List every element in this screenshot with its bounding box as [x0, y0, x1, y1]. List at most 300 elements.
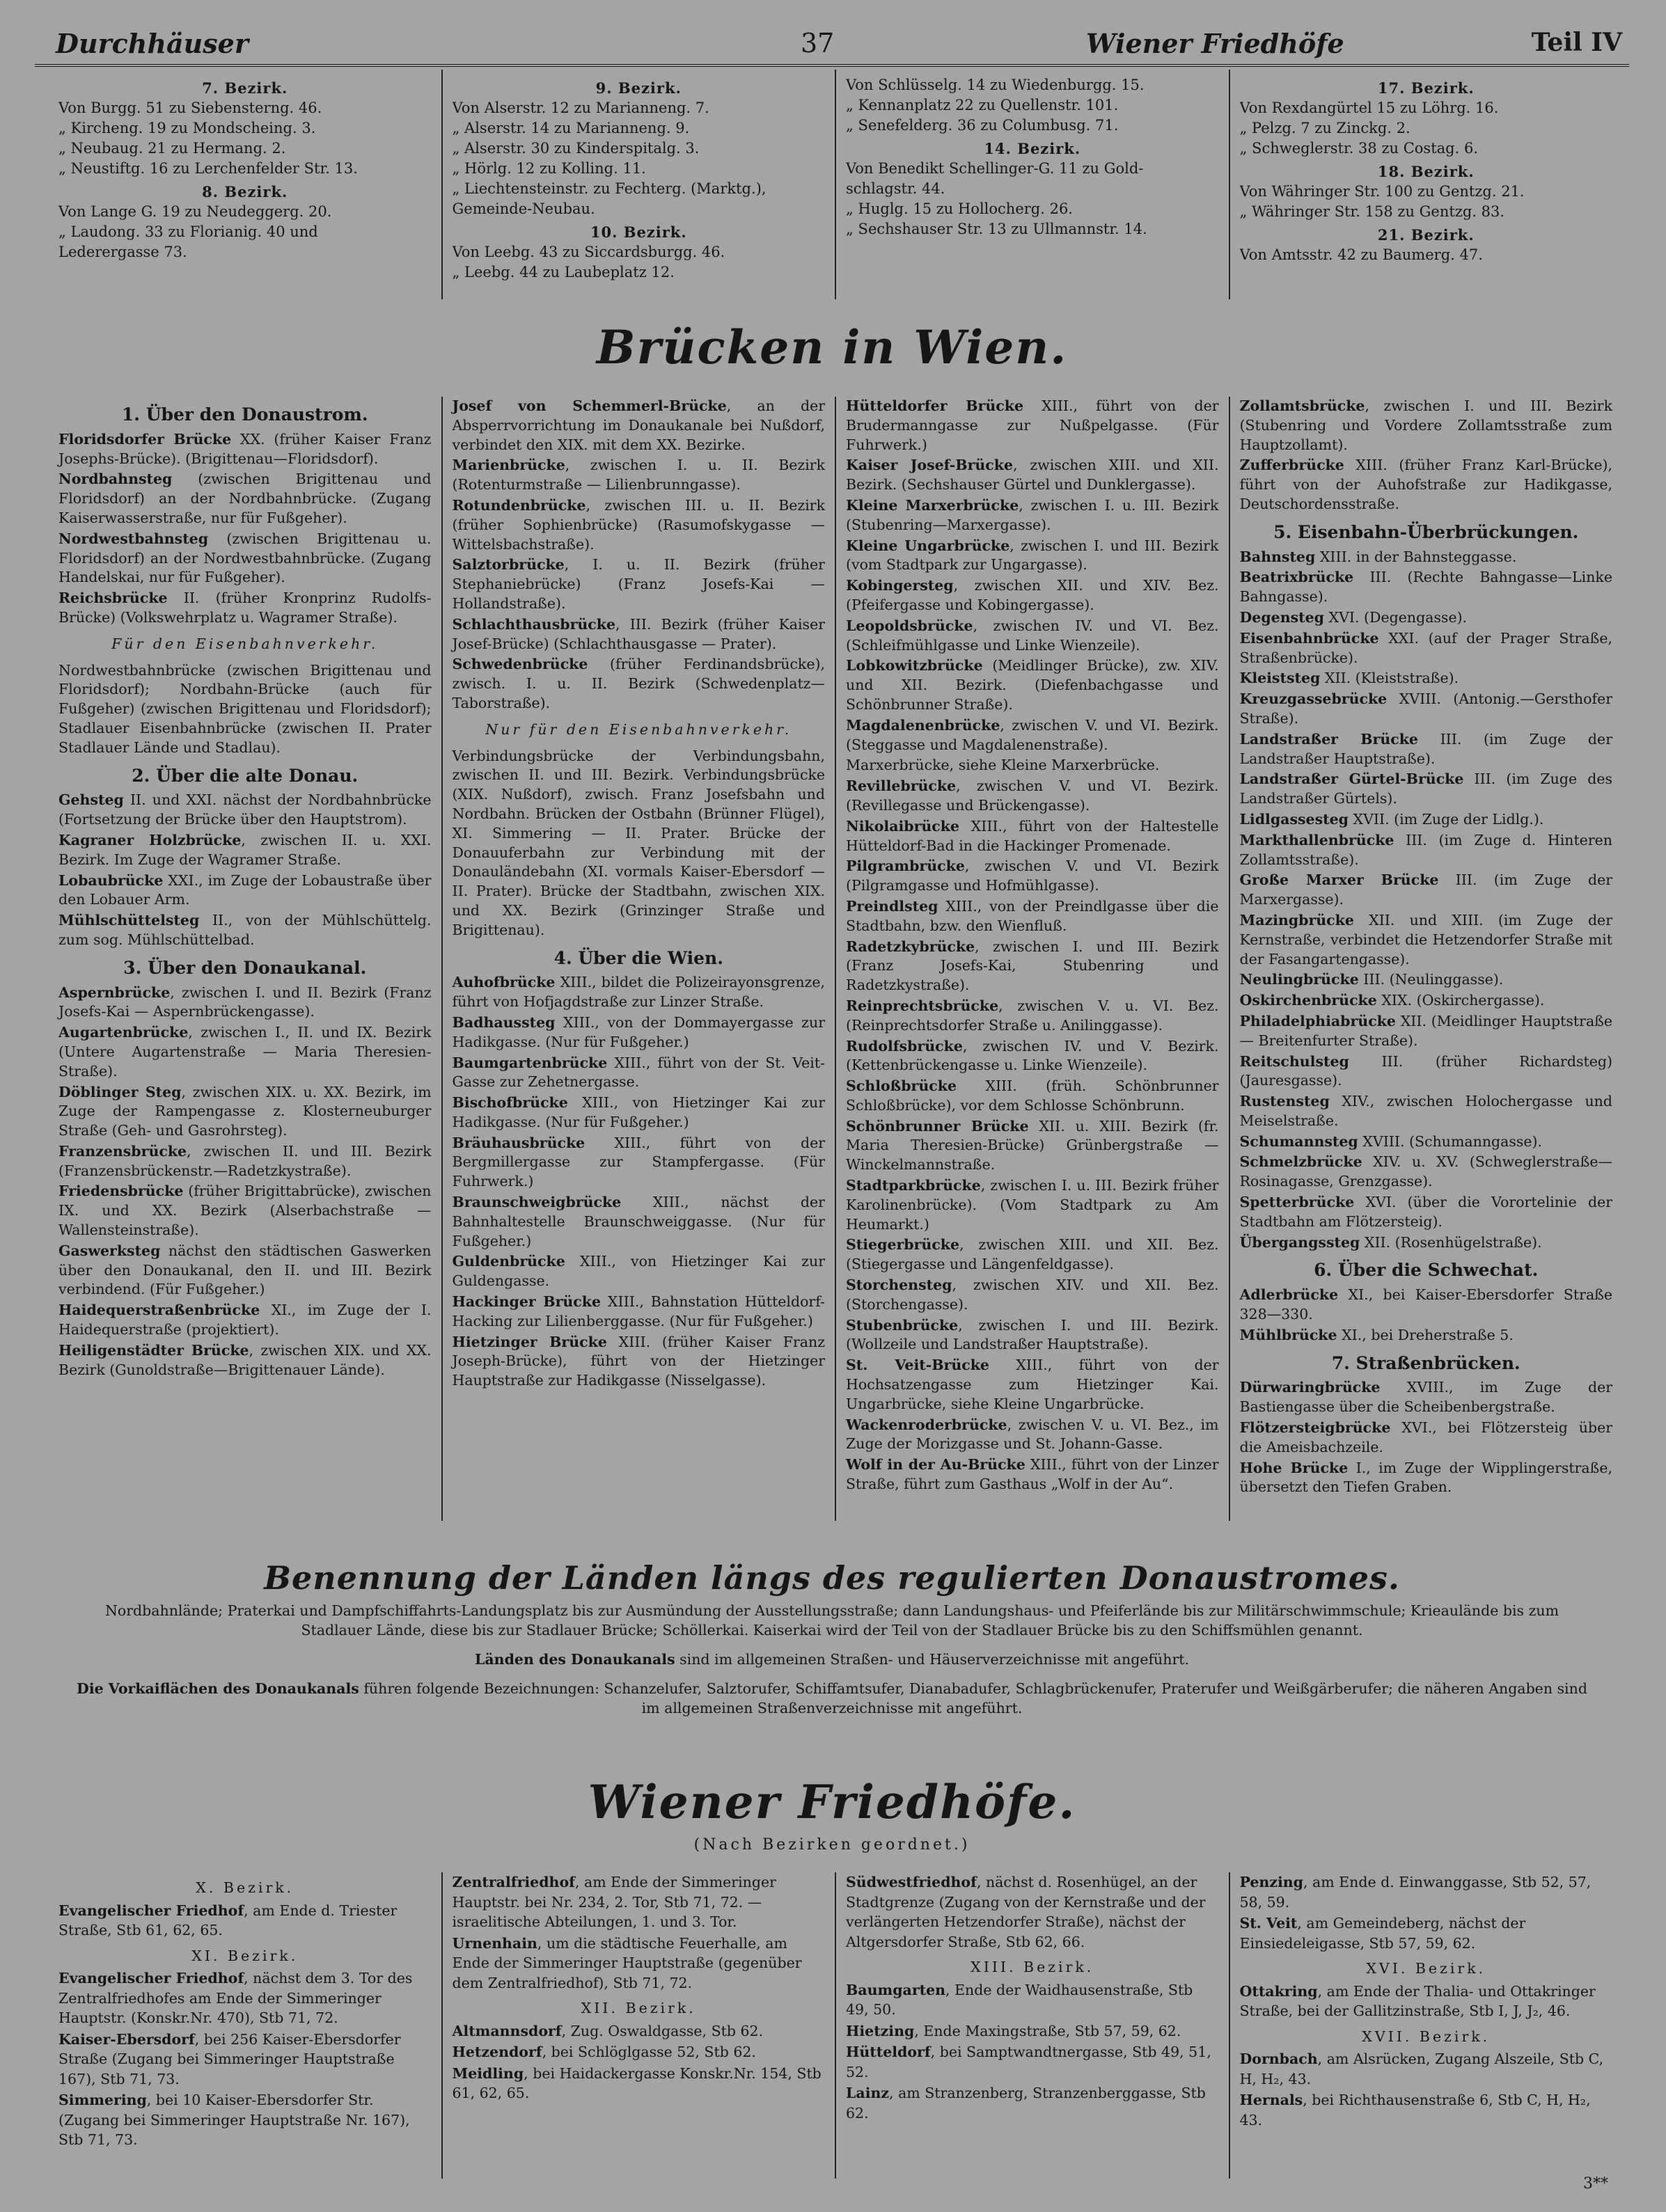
listing-entry [453, 973, 826, 1012]
listing-entry [1240, 1153, 1613, 1192]
listing-entry [453, 655, 826, 713]
listing-entry [1240, 1982, 1613, 2021]
entry-text: II. und XXI. nächst der Nordbahnbrücke (Fortsetzung der Brücke über den Hauptstrom). [58, 791, 432, 828]
listing-entry [58, 2030, 432, 2089]
entry-name: Kaiser-Ebersdorf [58, 2030, 195, 2048]
entry-text: XVIII. (Antonig.—Gersthofer Straße). [1239, 690, 1612, 727]
entry-name: Schönbrunner Brücke [846, 1117, 1029, 1135]
entry-text: XXI., im Zuge der Lobaustraße über den Lobauer Arm. [58, 871, 432, 908]
entry-name: Reitschulsteg [1239, 1052, 1349, 1070]
entry-name: Flötzersteigbrücke [1239, 1419, 1391, 1437]
entry-text: (Meidlinger Brücke), zw. XIV. und XII. Bezirk. (Diefenbachgasse und Schönbrunner Straße). [846, 657, 1219, 713]
entry-text: XI., bei Dreherstraße 5. [1337, 1326, 1514, 1343]
listing-entry [846, 777, 1219, 816]
listing-entry [453, 1054, 826, 1093]
entry-text: , zwischen II. u. XXI. Bezirk. Im Zuge der Wagramer Straße. [58, 831, 432, 868]
entry-text: , zwischen XIX. und XX. Bezirk (Gunoldstraße—Brigittenauer Lände). [58, 1341, 432, 1378]
listing-entry [1240, 397, 1613, 455]
listing-entry [453, 496, 826, 554]
district-heading: 14. Bezirk. [984, 140, 1081, 157]
laenden-donaukanal-text: sind im allgemeinen Straßen- und Häuserverzeichnisse mit angeführt. [675, 1651, 1190, 1668]
entry-text: , zwischen XIII. und XII. Bez. (Stiegergasse und Längenfeldgasse). [846, 1236, 1219, 1273]
listing-entry [1240, 1132, 1613, 1152]
district-column [443, 70, 837, 299]
entry-text: Verbindungsbrücke der Verbindungsbahn, zwischen II. und III. Bezirk. Verbindungsbrücke (XIX. Nußdorf), zwisch. Franz Josefsbahn und Nordbahn. Brücken der Ostbahn (Brünner Flügel), XI. Simmering — II. Prater. Brücke der Donauuferbahn zur Verbindung mit der Donauländebahn (XI. vormals Kaiser-Ebersdorf — II. Prater). Brücke der Stadtbahn, zwischen XIX. und XX. Bezirk (Grinzinger Straße und Brigittenau). [452, 747, 825, 938]
entry-name: Bischofbrücke [452, 1094, 568, 1112]
entry-text: , bei Samptwandtnergasse, Stb 49, 51, 52. [846, 2044, 1211, 2080]
entry-text: , zwischen I. und II. Bezirk (Franz Josefs-Kai — Aspernbrückengasse). [58, 983, 432, 1020]
entry-text: , zwischen I. und III. Bezirk (Stubenring und Vordere Zollamtsstraße zum Hauptzollamt). [1239, 397, 1612, 453]
entry-name: Philadelphiabrücke [1239, 1012, 1396, 1029]
entry-text: III. (im Zuge der Marxergasse). [1239, 871, 1613, 908]
entry-text: (früher Brigittabrücke), zwischen IX. und XX. Bezirk (Alserbachstraße — Wallensteinstraße). [58, 1183, 432, 1239]
entry-text: XIII., führt von der Linzer Straße, führt zum Gasthaus „Wolf in der Au“. [846, 1456, 1219, 1493]
entry-name: Hohe Brücke [1239, 1459, 1349, 1476]
laenden-vorkai-text: führen folgende Bezeichnungen: Schanzelufer, Salztorufer, Schiffamtsufer, Dianabadufer, Schlagbrückenufer, Praterufer und Weißgärberufer; die näheren Angaben sind im allgemeinen Straßenverzeichnisse mit angeführt. [359, 1680, 1587, 1716]
entry-name: Badhaussteg [452, 1013, 556, 1031]
entry-text: , III. Bezirk (früher Kaiser Josef-Brücke) (Schlachthausgasse — Prater). [452, 615, 825, 652]
entry-text: , am Ende der Thalia- und Ottakringer Straße, bei der Gallitzinstraße, Stb I, J, J₂, 46. [1239, 1982, 1596, 2019]
entry-name: Rustensteg [1239, 1093, 1330, 1110]
listing-entry [1240, 1193, 1613, 1232]
listing-entry [846, 1356, 1219, 1414]
listing-entry [1240, 690, 1613, 729]
entry-name: Auhofbrücke [452, 974, 556, 991]
entry-name: Meidling [452, 2064, 524, 2082]
listing-entry [1240, 2090, 1613, 2130]
text-column [836, 397, 1230, 1521]
listing-entry [453, 2064, 826, 2103]
entry-name: Bahnsteg [1239, 548, 1316, 565]
listing-entry [846, 1455, 1219, 1494]
listing-entry [1240, 1378, 1613, 1417]
listing-entry [846, 1416, 1219, 1455]
listing-entry [846, 537, 1219, 576]
listing-entry [58, 430, 432, 469]
listing-entry [58, 1182, 432, 1240]
entry-name: Leopoldsbrücke [846, 617, 973, 634]
section-heading: 6. Über die Schwechat. [1314, 1260, 1539, 1281]
entry-text: , zwischen V. und VI. Bezirk (Pilgramgasse und Hofmühlgasse). [846, 858, 1219, 894]
entry-name: Urnenhain [452, 1934, 537, 1952]
entry-name: Schwedenbrücke [452, 656, 588, 673]
listing-entry [453, 615, 826, 654]
entry-name: Evangelischer Friedhof [58, 1902, 244, 1919]
entry-text: , bei 10 Kaiser-Ebersdorfer Str. (Zugang bei Simmeringer Hauptstraße Nr. 167), Stb 71, 73. [58, 2092, 410, 2148]
entry-name: Josef von Schemmerl-Brücke [452, 397, 727, 414]
passage-line: „ Laudong. 33 zu Florianig. 40 und [58, 223, 318, 240]
entry-text: III. (im Zuge der Landstraßer Hauptstraße). [1239, 730, 1612, 767]
section-heading: 5. Eisenbahn-Überbrückungen. [1273, 521, 1579, 542]
listing-entry [1240, 1872, 1613, 1912]
entry-text: , am Ende der Simmeringer Hauptstr. bei Nr. 234, 2. Tor, Stb 71, 72. — israelitische Abteilungen, 1. und 3. Tor. [452, 1874, 776, 1930]
passage-line: „ Währinger Str. 158 zu Gentzg. 83. [1239, 203, 1505, 220]
entry-name: Radetzkybrücke [846, 938, 975, 955]
passage-line: Lederergasse 73. [58, 244, 187, 260]
entry-name: Haidequerstraßenbrücke [58, 1302, 260, 1319]
entry-name: Ottakring [1239, 1982, 1318, 2000]
entry-text: , zwischen I. und III. Bezirk (vom Stadtpark zur Ungargasse). [846, 537, 1219, 574]
entry-name: Kobingersteg [846, 577, 954, 594]
listing-entry [846, 617, 1219, 656]
listing-entry [453, 1934, 826, 1993]
section-heading: 4. Über die Wien. [553, 947, 723, 968]
entry-name: Baumgartenbrücke [452, 1054, 608, 1071]
listing-entry [453, 1134, 826, 1192]
entry-text: XX. (früher Kaiser Franz Josephs-Brücke). (Brigittenau—Floridsdorf). [58, 430, 432, 467]
entry-text: XII. (Kleiststraße). [1320, 670, 1459, 687]
district-column [1230, 70, 1623, 299]
entry-name: Zufferbrücke [1239, 457, 1344, 474]
entry-text: , zwischen XIII. und XII. Bezirk. (Sechshauser Gürtel und Dunklergasse). [846, 457, 1219, 493]
district-heading: X. Bezirk. [196, 1879, 294, 1896]
passage-line: Von Rexdangürtel 15 zu Löhrg. 16. [1239, 100, 1499, 116]
bruecken-columns [49, 397, 1622, 1521]
entry-name: Reichsbrücke [58, 590, 168, 607]
entry-text: , nächst d. Rosenhügel, an der Stadtgrenze (Zugang von der Kernstraße und der verlängerten Hetzendorfer Straße), nächst der Altgersdorfer Straße, Stb 62, 66. [846, 1874, 1206, 1950]
district-heading: 10. Bezirk. [590, 223, 687, 241]
entry-text: III. (im Zuge d. Hinteren Zollamtsstraße). [1239, 831, 1612, 868]
text-column [49, 397, 443, 1521]
listing-entry [1240, 608, 1613, 628]
passage-line: „ Schweglerstr. 38 zu Costag. 6. [1239, 140, 1478, 157]
entry-name: Franzensbrücke [58, 1142, 187, 1160]
entry-name: Lobaubrücke [58, 871, 164, 889]
entry-name: Aspernbrücke [58, 983, 171, 1001]
laenden-vorkai [77, 1679, 1587, 1718]
page-number: 37 [801, 28, 835, 58]
entry-name: Gaswerksteg [58, 1242, 161, 1259]
listing-entry [846, 656, 1219, 714]
entry-text: XIII. (früher Kaiser Franz Joseph-Brücke), führt von der Hietzinger Hauptstraße zur Hadikgasse (Nisselgasse). [452, 1333, 825, 1389]
listing-entry [846, 397, 1219, 455]
listing-entry [1240, 669, 1613, 688]
entry-name: Preindlsteg [846, 897, 938, 915]
listing-entry [453, 397, 826, 455]
entry-name: Mühlbrücke [1239, 1326, 1337, 1343]
friedhoefe-title: Wiener Friedhöfe. [588, 1775, 1076, 1829]
entry-text: , am Gemeindeberg, nächst der Einsiedeleigasse, Stb 57, 59, 62. [1239, 1915, 1526, 1952]
district-heading: XVII. Bezirk. [1362, 2028, 1491, 2045]
entry-name: Braunschweigbrücke [452, 1194, 622, 1211]
entry-text: , bei 256 Kaiser-Ebersdorfer Straße (Zugang bei Simmeringer Hauptstraße 167), Stb 71, 73. [58, 2030, 401, 2087]
passage-line: schlagstr. 44. [846, 180, 945, 197]
listing-entry [846, 716, 1219, 755]
entry-name: Oskirchenbrücke [1239, 992, 1377, 1009]
entry-name: Zentralfriedhof [452, 1874, 575, 1890]
entry-text: III. (Neulinggasse). [1358, 971, 1504, 988]
district-heading: 8. Bezirk. [202, 183, 288, 200]
district-heading: XVI. Bezirk. [1366, 1960, 1486, 1977]
district-passages-table [49, 70, 1622, 299]
entry-text: XVIII. (Schumanngasse). [1358, 1132, 1543, 1150]
entry-text: XVII. (im Zuge der Lidlg.). [1348, 810, 1544, 828]
entry-name: Storchensteg [846, 1277, 952, 1294]
entry-text: III. (früher Richardsteg) (Jauresgasse). [1239, 1052, 1612, 1089]
entry-text: XIII., führt von der Bergmillergasse zur Stampfergasse. (Für Fuhrwerk.) [452, 1134, 825, 1190]
entry-name: Wolf in der Au-Brücke [846, 1456, 1025, 1474]
entry-name: Hetzendorf [452, 2044, 542, 2060]
entry-text: , zwischen XIX. u. XX. Bezirk, im Zuge der Rampengasse z. Klosterneuburger Straße (Geh- und Gasrohrsteg). [58, 1083, 432, 1139]
entry-name: Schmelzbrücke [1239, 1153, 1362, 1171]
entry-name: Hütteldorfer Brücke [846, 397, 1023, 414]
entry-name: Zollamtsbrücke [1239, 397, 1365, 414]
entry-name: Dornbach [1239, 2051, 1318, 2067]
section-note: Nur für den Eisenbahnverkehr. [485, 720, 792, 738]
entry-text: , nächst dem 3. Tor des Zentralfriedhofes am Ende der Simmeringer Hauptstr. (Konskr.Nr. 470), Stb 71, 72. [58, 1970, 413, 2026]
passage-line: Von Amtsstr. 42 zu Baumerg. 47. [1239, 246, 1483, 263]
entry-text: Marxerbrücke, siehe Kleine Marxerbrücke. [846, 757, 1160, 774]
listing-entry [846, 756, 1219, 775]
listing-entry [846, 1276, 1219, 1315]
listing-entry [846, 1117, 1219, 1175]
entry-text: XIX. (Oskirchergasse). [1376, 992, 1545, 1009]
entry-text: , zwischen IV. und VI. Bez. (Schleifmühlgasse und Linke Wienzeile). [846, 617, 1219, 654]
entry-name: Hietzing [846, 2022, 915, 2039]
entry-text: , um die städtische Feuerhalle, am Ende der Simmeringer Hauptstraße (gegenüber dem Zentralfriedhof), Stb 71, 72. [452, 1934, 802, 1991]
entry-text: XIII., von Hietzinger Kai zur Guldengasse. [452, 1253, 825, 1290]
district-heading: 18. Bezirk. [1377, 163, 1475, 180]
listing-entry [1240, 1012, 1613, 1051]
entry-text: XIV., zwischen Holochergasse und Meiselstraße. [1239, 1093, 1612, 1129]
header-left-title: Durchhäuser [56, 28, 249, 59]
passage-line: „ Kennanplatz 22 zu Quellenstr. 101. [846, 97, 1119, 113]
entry-name: Magdalenenbrücke [846, 716, 1000, 734]
listing-entry [1240, 456, 1613, 514]
entry-name: Döblinger Steg [58, 1083, 182, 1100]
district-heading: XIII. Bezirk. [970, 1959, 1094, 1975]
part-label: Teil IV [1531, 28, 1622, 57]
listing-entry [58, 1901, 432, 1941]
entry-text: XIII., bildet die Polizeirayonsgrenze, führt von Hofjagdstraße zur Linzer Straße. [452, 974, 825, 1011]
entry-name: Beatrixbrücke [1239, 569, 1354, 586]
passage-line: „ Hörlg. 12 zu Kolling. 11. [452, 160, 646, 177]
laenden-title: Benennung der Länden längs des regulierten Donaustromes. [264, 1559, 1400, 1597]
listing-entry [1240, 1286, 1613, 1325]
entry-name: Wackenroderbrücke [846, 1416, 1007, 1433]
listing-entry [846, 1872, 1219, 1952]
entry-text: XIII., führt von der Hochsatzengasse zum Hietzinger Kai. Ungarbrücke, siehe Kleine Ungarbrücke. [846, 1357, 1219, 1412]
entry-text: III. (im Zuge des Landstraßer Gürtels). [1239, 771, 1612, 807]
entry-name: Bräuhausbrücke [452, 1134, 586, 1151]
section-heading: 3. Über den Donaukanal. [123, 957, 367, 978]
entry-text: XIII., von der Dommayergasse zur Hadikgasse. (Nur für Fußgeher.) [452, 1013, 825, 1050]
listing-entry [1240, 1459, 1613, 1498]
entry-text: XII. (Meidlinger Hauptstraße — Breitenfurter Straße). [1239, 1012, 1612, 1049]
entry-text: , am Ende d. Einwanggasse, Stb 52, 57, 58, 59. [1239, 1874, 1592, 1911]
district-heading: XI. Bezirk. [191, 1947, 299, 1964]
entry-text: XIII., führt von der St. Veit-Gasse zur Zehetnergasse. [452, 1054, 825, 1091]
entry-text: XVI. (Degengasse). [1324, 608, 1468, 626]
entry-text: , Ende der Waidhausenstraße, Stb 49, 50. [846, 1981, 1193, 2018]
section-note: Für den Eisenbahnverkehr. [111, 635, 379, 652]
entry-name: Floridsdorfer Brücke [58, 430, 232, 448]
listing-entry [58, 983, 432, 1022]
section-heading: 7. Straßenbrücken. [1331, 1352, 1520, 1373]
entry-name: St. Veit-Brücke [846, 1357, 989, 1374]
entry-name: Landstraßer Gürtel-Brücke [1239, 771, 1464, 788]
entry-text: XVI., bei Flötzersteig über die Ameisbachzeile. [1239, 1419, 1612, 1455]
entry-text: , zwischen XIV. und XII. Bez. (Storchengasse). [846, 1277, 1219, 1313]
passage-line: „ Senefelderg. 36 zu Columbusg. 71. [846, 117, 1119, 134]
listing-entry [846, 1176, 1219, 1234]
listing-entry [1240, 831, 1613, 870]
entry-text: XIII., führt von der Brudermanngasse zur Nußpelgasse. (Für Fuhrwerk.) [846, 397, 1219, 453]
entry-name: Hütteldorf [846, 2044, 931, 2060]
section-heading: 1. Über den Donaustrom. [121, 404, 368, 425]
entry-name: Stiegerbrücke [846, 1236, 960, 1254]
entry-name: Markthallenbrücke [1239, 831, 1394, 848]
entry-name: Lidlgassesteg [1239, 810, 1349, 828]
entry-text: , zwischen V. u. VI. Bez. (Reinprechtsdorfer Straße u. Anilinggasse). [846, 997, 1219, 1034]
listing-entry [1240, 730, 1613, 769]
listing-entry [1240, 970, 1613, 990]
entry-text: (zwischen Brigittenau u. Floridsdorf) an der Nordwestbahnbrücke. (Zugang Handelskai, nur für Fußgeher). [58, 530, 432, 586]
listing-entry [1240, 568, 1613, 607]
header-right-title: Wiener Friedhöfe [1086, 28, 1344, 59]
district-column [836, 70, 1230, 299]
entry-name: Rudolfsbrücke [846, 1037, 963, 1054]
page-header [35, 21, 1629, 67]
passage-line: „ Huglg. 15 zu Hollocherg. 26. [846, 200, 1073, 217]
entry-name: Schloßbrücke [846, 1077, 957, 1095]
passage-line: Von Burgg. 51 zu Siebensterng. 46. [58, 100, 322, 116]
entry-text: nächst den städtischen Gaswerken über den Donaukanal, den II. und III. Bezirk verbindend. (Für Fußgeher.) [58, 1242, 432, 1298]
entry-text: , zwischen I. u. II. Bezirk (Rotenturmstraße — Lilienbrunngasse). [452, 457, 825, 493]
passage-line: „ Kircheng. 19 zu Mondscheing. 3. [58, 120, 316, 136]
listing-entry [58, 1083, 432, 1141]
listing-entry [453, 2042, 826, 2062]
listing-entry [846, 897, 1219, 936]
entry-text: , am Stranzenberg, Stranzenberggasse, Stb 62. [846, 2085, 1206, 2122]
text-column [443, 397, 837, 1521]
listing-entry [1240, 1052, 1613, 1091]
entry-text: , zwischen XII. und XIV. Bez. (Pfeifergasse und Kobingergasse). [846, 577, 1219, 613]
entry-text: Nordwestbahnbrücke (zwischen Brigittenau und Floridsdorf); Nordbahn-Brücke (auch für Fußgeher) (zwischen Brigittenau und Floridsdorf); Stadlauer Eisenbahnbrücke (zwischen II. Prater Stadlauer Lände und Stadlau). [58, 661, 432, 756]
listing-entry [1240, 1326, 1613, 1345]
passage-line: Von Benedikt Schellinger-G. 11 zu Gold- [846, 160, 1144, 177]
listing-entry [58, 1023, 432, 1081]
entry-text: , I. u. II. Bezirk (früher Stephaniebrücke) (Franz Josefs-Kai — Hollandstraße). [452, 556, 825, 612]
entry-text: , zwischen I., II. und IX. Bezirk (Untere Augartenstraße — Maria Theresien-Straße). [58, 1024, 432, 1080]
entry-text: , zwischen I. u. III. Bezirk (Stubenring—Marxergasse). [846, 496, 1219, 533]
entry-text: , bei Haidackergasse Konskr.Nr. 154, Stb 61, 62, 65. [452, 2064, 822, 2101]
page-mark: 3** [1583, 2175, 1608, 2193]
entry-name: Reinprechtsbrücke [846, 997, 999, 1014]
listing-entry [1240, 911, 1613, 969]
entry-text: , am Ende d. Triester Straße, Stb 61, 62, 65. [58, 1902, 398, 1938]
entry-name: St. Veit [1239, 1915, 1298, 1931]
entry-name: Heiligenstädter Brücke [58, 1341, 249, 1359]
listing-entry [1240, 1233, 1613, 1253]
entry-name: Friedensbrücke [58, 1183, 184, 1200]
entry-name: Kleine Ungarbrücke [846, 537, 1010, 554]
entry-text: XI., bei Kaiser-Ebersdorfer Straße 328—330. [1239, 1286, 1612, 1323]
passage-line: „ Leebg. 44 zu Laubeplatz 12. [452, 264, 675, 281]
listing-entry [58, 1142, 432, 1181]
listing-entry [58, 831, 432, 870]
listing-entry [846, 456, 1219, 495]
entry-text: XIII., führt von der Haltestelle Hütteldorf-Bad in die Hackinger Promenade. [846, 817, 1219, 854]
entry-text: , zwischen V. und VI. Bezirk. (Steggasse und Magdalenenstraße). [846, 716, 1219, 753]
district-heading: 9. Bezirk. [595, 79, 682, 97]
listing-entry [453, 1252, 826, 1291]
entry-name: Lobkowitzbrücke [846, 657, 983, 674]
district-heading: 17. Bezirk. [1377, 79, 1475, 97]
entry-name: Augartenbrücke [58, 1024, 189, 1041]
entry-name: Penzing [1239, 1874, 1303, 1890]
listing-entry [1240, 991, 1613, 1011]
passage-line: „ Sechshauser Str. 13 zu Ullmannstr. 14. [846, 221, 1147, 237]
listing-entry [846, 857, 1219, 896]
district-heading: 7. Bezirk. [202, 79, 288, 97]
entry-text: XVI. (über die Vorortelinie der Stadtbahn am Flötzersteig). [1239, 1194, 1612, 1230]
listing-entry [1240, 770, 1613, 809]
listing-entry [58, 871, 432, 910]
entry-name: Kleiststeg [1239, 670, 1321, 687]
text-column [49, 1872, 443, 2179]
bruecken-title: Brücken in Wien. [596, 320, 1068, 374]
entry-text: , an der Absperrvorrichtung im Donaukanale bei Nußdorf, verbindet den XIX. mit dem XX. Bezirke. [452, 397, 825, 453]
passage-line: Von Lange G. 19 zu Neudeggerg. 20. [58, 203, 332, 220]
passage-line: „ Alserstr. 30 zu Kinderspitalg. 3. [452, 140, 700, 157]
entry-text: , am Alsrücken, Zugang Alszeile, Stb C, H, H₂, 43. [1239, 2051, 1604, 2087]
entry-name: Baumgarten [846, 1981, 946, 1998]
entry-text: , zwischen I. und III. Bezirk (Franz Josefs-Kai, Stubenring und Radetzkystraße). [846, 938, 1219, 994]
laenden-donaukanal [77, 1650, 1587, 1669]
entry-name: Rotundenbrücke [452, 496, 586, 514]
passage-line: „ Liechtensteinstr. zu Fechterg. (Marktg.), [452, 180, 767, 197]
listing-entry [58, 661, 432, 758]
entry-name: Guldenbrücke [452, 1253, 565, 1270]
passage-line: Gemeinde-Neubau. [452, 200, 595, 217]
passage-line: „ Alserstr. 14 zu Marianneng. 9. [452, 120, 690, 136]
entry-text: , bei Richthausenstraße 6, Stb C, H, H₂, 43. [1239, 2092, 1591, 2128]
passage-line: „ Pelzg. 7 zu Zinckg. 2. [1239, 120, 1410, 136]
listing-entry [58, 589, 432, 628]
district-column [49, 70, 443, 299]
laenden-donaukanal-label: Länden des Donaukanals [474, 1651, 675, 1668]
listing-entry [58, 1242, 432, 1299]
listing-entry [846, 1316, 1219, 1355]
entry-text: XIV. u. XV. (Schweglerstraße—Rosinagasse, Grenzgasse). [1239, 1153, 1612, 1190]
district-heading: XII. Bezirk. [581, 2000, 696, 2016]
entry-text: XII. u. XIII. Bezirk (fr. Maria Theresien-Brücke) Grünbergstraße — Winckelmannstraße. [846, 1117, 1219, 1174]
entry-name: Altmannsdorf [452, 2022, 562, 2039]
entry-text: , zwischen I. u. III. Bezirk früher Karolinenbrücke). (Vom Stadtpark zu Am Heumarkt.) [846, 1177, 1219, 1233]
laenden-vorkai-label: Die Vorkaiflächen des Donaukanals [77, 1680, 359, 1697]
entry-text: II., von der Mühlschüttelg. zum sog. Mühlschüttelbad. [58, 912, 432, 948]
entry-name: Mazingbrücke [1239, 911, 1354, 929]
text-column [1230, 397, 1623, 1521]
entry-name: Hackinger Brücke [452, 1293, 602, 1311]
entry-name: Kagraner Holzbrücke [58, 831, 242, 848]
entry-text: XII. und XIII. (im Zuge der Kernstraße, verbindet die Hetzendorfer Straße mit der Fasangartengasse). [1239, 911, 1612, 967]
listing-entry [58, 911, 432, 950]
listing-entry [58, 530, 432, 587]
text-column [443, 1872, 837, 2179]
listing-entry [453, 555, 826, 613]
listing-entry [846, 1037, 1219, 1076]
entry-name: Hietzinger Brücke [452, 1333, 607, 1350]
listing-entry [846, 938, 1219, 995]
entry-name: Nordbahnsteg [58, 471, 173, 488]
entry-name: Landstraßer Brücke [1239, 730, 1418, 748]
entry-text: , zwischen V. u. VI. Bez., im Zuge der Morizgasse und St. Johann-Gasse. [846, 1416, 1219, 1453]
entry-text: XIII. (früh. Schönbrunner Schloßbrücke), vor dem Schlosse Schönbrunn. [846, 1077, 1219, 1114]
entry-text: , zwischen III. u. II. Bezirk (früher Sophienbrücke) (Rasumofskygasse — Wittelsbachstraße). [452, 496, 825, 553]
listing-entry [1240, 871, 1613, 910]
